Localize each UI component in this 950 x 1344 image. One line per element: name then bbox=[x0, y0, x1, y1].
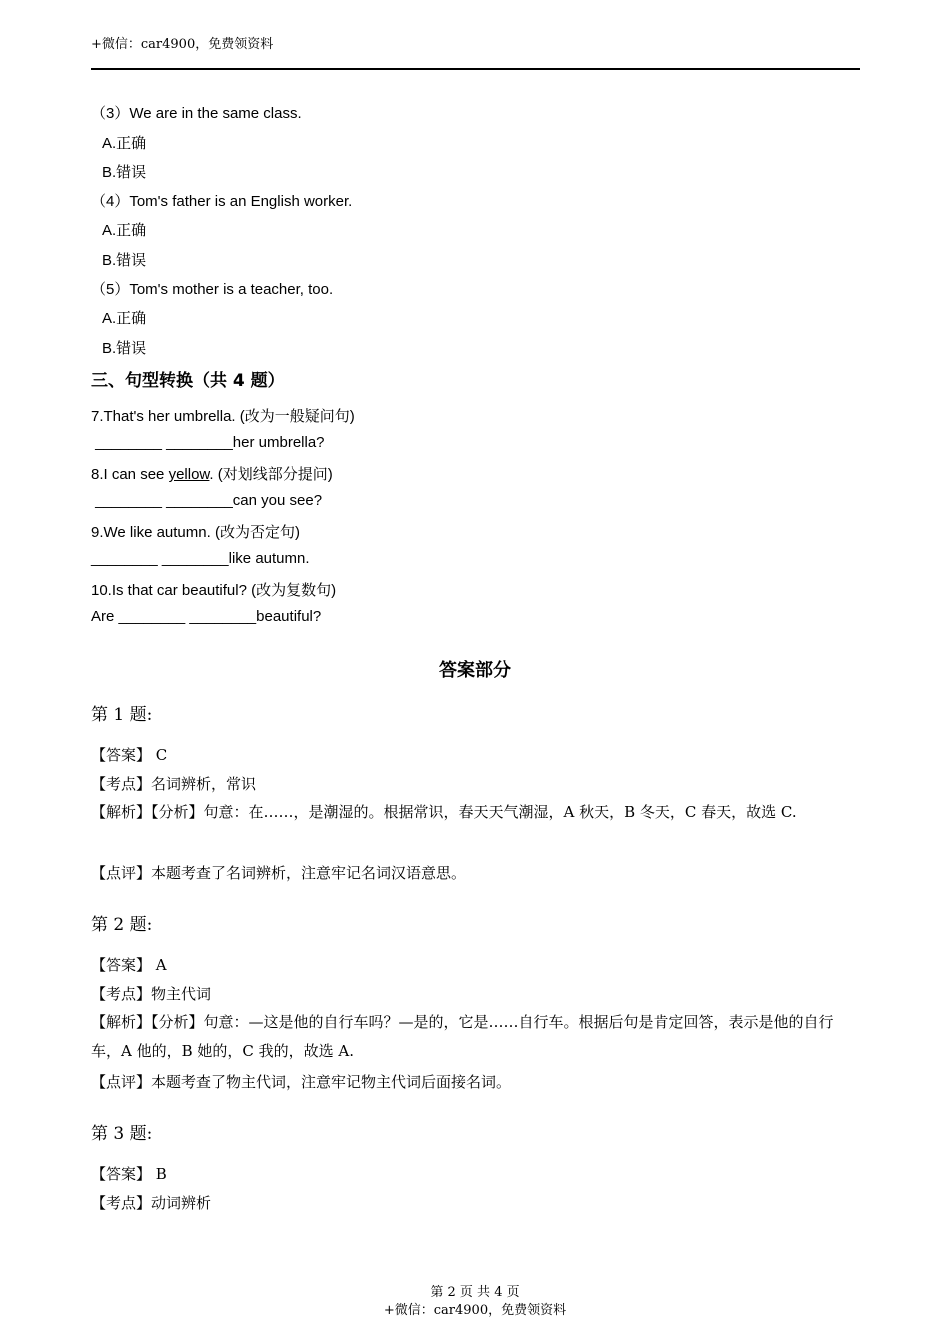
question-8-prefix: 8.I can see bbox=[91, 466, 169, 483]
question-5-stem: （5）Tom's mother is a teacher, too. bbox=[91, 281, 334, 298]
header-divider bbox=[91, 68, 860, 70]
question-8-suffix: . (对划线部分提问) bbox=[209, 466, 333, 483]
section-3-title: 三、句型转换（共 4 题） bbox=[91, 371, 285, 391]
question-4-stem: （4）Tom's father is an English worker. bbox=[91, 193, 353, 210]
answer-3-heading: 第 3 题: bbox=[91, 1124, 153, 1144]
question-8-blank-line: ________ ________can you see? bbox=[91, 492, 323, 509]
question-8-stem bbox=[91, 463, 333, 484]
page-number: 第 2 页 共 4 页 bbox=[430, 1285, 520, 1300]
answer-1-comment: 【点评】本题考查了名词辨析，注意牢记名词汉语意思。 bbox=[91, 864, 467, 882]
question-9-stem: 9.We like autumn. (改为否定句) bbox=[91, 524, 300, 541]
question-8-underlined-word: yellow bbox=[168, 466, 210, 483]
answer-1-analysis: 【解析】【分析】句意：在……，是潮湿的。根据常识，春天天气潮湿，A 秋天，B 冬天，C 春天，故选 C. bbox=[91, 803, 797, 821]
footer-watermark-text: +微信：car4900，免费领资料 bbox=[383, 1303, 567, 1318]
question-5-option-a: A.正确 bbox=[102, 310, 147, 327]
answer-2-comment: 【点评】本题考查了物主代词，注意牢记物主代词后面接名词。 bbox=[91, 1073, 512, 1091]
answer-2-answer: 【答案】 A bbox=[91, 956, 167, 974]
answer-3-point: 【考点】动词辨析 bbox=[91, 1194, 212, 1212]
answer-1-heading: 第 1 题: bbox=[91, 705, 153, 725]
question-7-stem: 7.That's her umbrella. (改为一般疑问句) bbox=[91, 408, 355, 425]
answer-1-point: 【考点】名词辨析，常识 bbox=[91, 775, 257, 793]
answer-2-heading: 第 2 题: bbox=[91, 915, 153, 935]
question-4-option-a: A.正确 bbox=[102, 222, 147, 239]
header-watermark-text: +微信：car4900，免费领资料 bbox=[91, 37, 274, 52]
answer-3-answer: 【答案】 B bbox=[91, 1165, 167, 1183]
question-3-stem: （3）We are in the same class. bbox=[91, 105, 302, 122]
question-7-blank-line: ________ ________her umbrella? bbox=[91, 434, 325, 451]
question-9-blank-line: ________ ________like autumn. bbox=[91, 550, 310, 567]
question-10-stem: 10.Is that car beautiful? (改为复数句) bbox=[91, 582, 337, 599]
question-3-option-b: B.错误 bbox=[102, 164, 147, 181]
answer-2-point: 【考点】物主代词 bbox=[91, 985, 212, 1003]
answer-section-title: 答案部分 bbox=[439, 660, 511, 681]
answer-2-analysis: 【解析】【分析】句意：—这是他的自行车吗？—是的，它是……自行车。根据后句是肯定回答，表示是他的自行车，A 他的，B 她的，C 我的，故选 A. bbox=[91, 1013, 834, 1060]
question-5-option-b: B.错误 bbox=[102, 340, 147, 357]
question-10-blank-line: Are ________ ________beautiful? bbox=[91, 608, 322, 625]
question-4-option-b: B.错误 bbox=[102, 252, 147, 269]
answer-1-answer: 【答案】 C bbox=[91, 746, 168, 764]
question-3-option-a: A.正确 bbox=[102, 135, 147, 152]
